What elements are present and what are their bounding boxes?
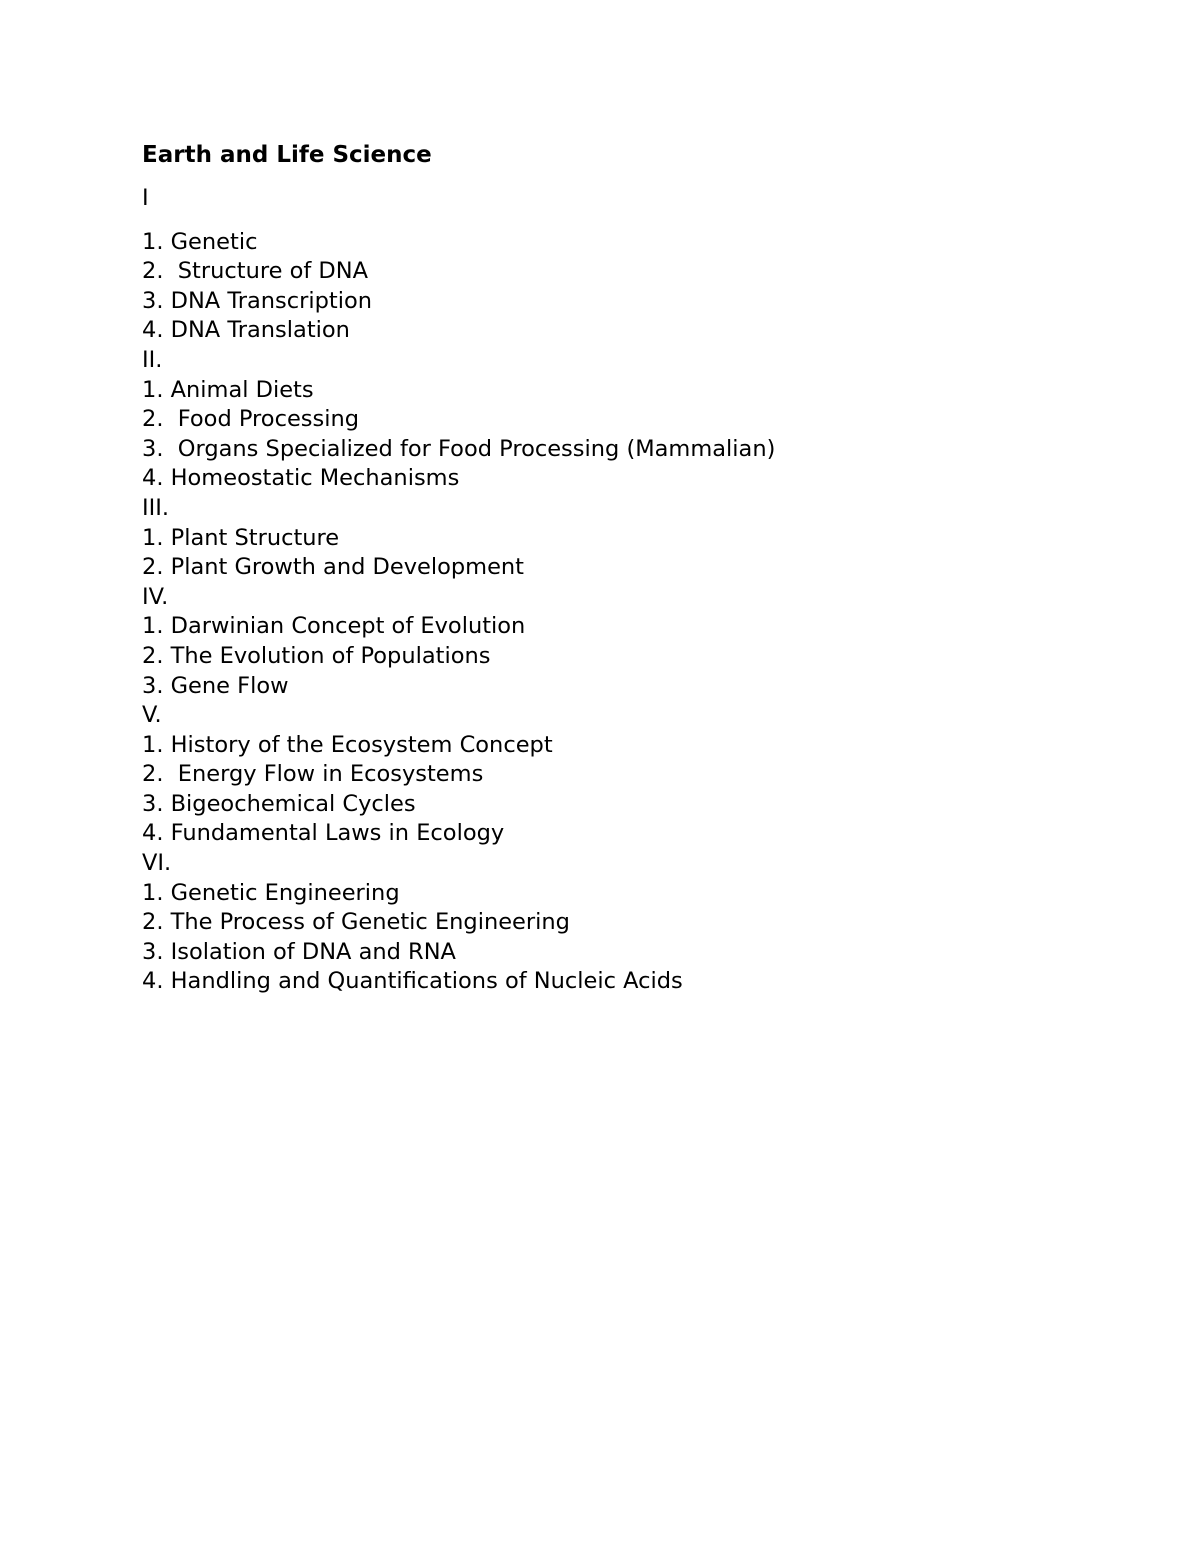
outline-item: 4. Handling and Quantifications of Nucleic Acids [142, 968, 683, 995]
section-heading: V. [142, 702, 162, 729]
outline-item: 2. Food Processing [142, 406, 360, 433]
outline-item: 4. DNA Translation [142, 317, 350, 344]
section-heading: I [142, 185, 149, 211]
outline-item: 4. Fundamental Laws in Ecology [142, 820, 505, 847]
outline-item: 1. Genetic [142, 228, 258, 255]
outline-item: 3. DNA Transcription [142, 287, 373, 314]
outline-item: 2. Plant Growth and Development [142, 554, 525, 581]
topic-outline [142, 184, 1042, 997]
section-heading: IV. [142, 583, 169, 610]
section-heading: III. [142, 494, 170, 521]
outline-item: 3. Isolation of DNA and RNA [142, 938, 456, 965]
outline-item: 2. Structure of DNA [142, 258, 368, 285]
document-title: Earth and Life Science [142, 142, 432, 168]
outline-item: 3. Gene Flow [142, 672, 289, 699]
section-heading: VI. [142, 850, 172, 877]
outline-item: 4. Homeostatic Mechanisms [142, 465, 460, 492]
outline-item: 2. The Process of Genetic Engineering [142, 909, 570, 936]
outline-item: 2. Energy Flow in Ecosystems [142, 761, 484, 788]
outline-item: 2. The Evolution of Populations [142, 642, 491, 669]
outline-item: 1. Plant Structure [142, 524, 340, 551]
outline-item: 1. Animal Diets [142, 376, 314, 403]
outline-item: 1. History of the Ecosystem Concept [142, 731, 553, 758]
document-body [142, 138, 1042, 997]
outline-item: 1. Genetic Engineering [142, 879, 400, 906]
outline-item: 1. Darwinian Concept of Evolution [142, 613, 526, 640]
section-heading: II. [142, 346, 163, 373]
outline-item: 3. Bigeochemical Cycles [142, 790, 416, 817]
outline-item: 3. Organs Specialized for Food Processing (Mammalian) [142, 435, 776, 462]
